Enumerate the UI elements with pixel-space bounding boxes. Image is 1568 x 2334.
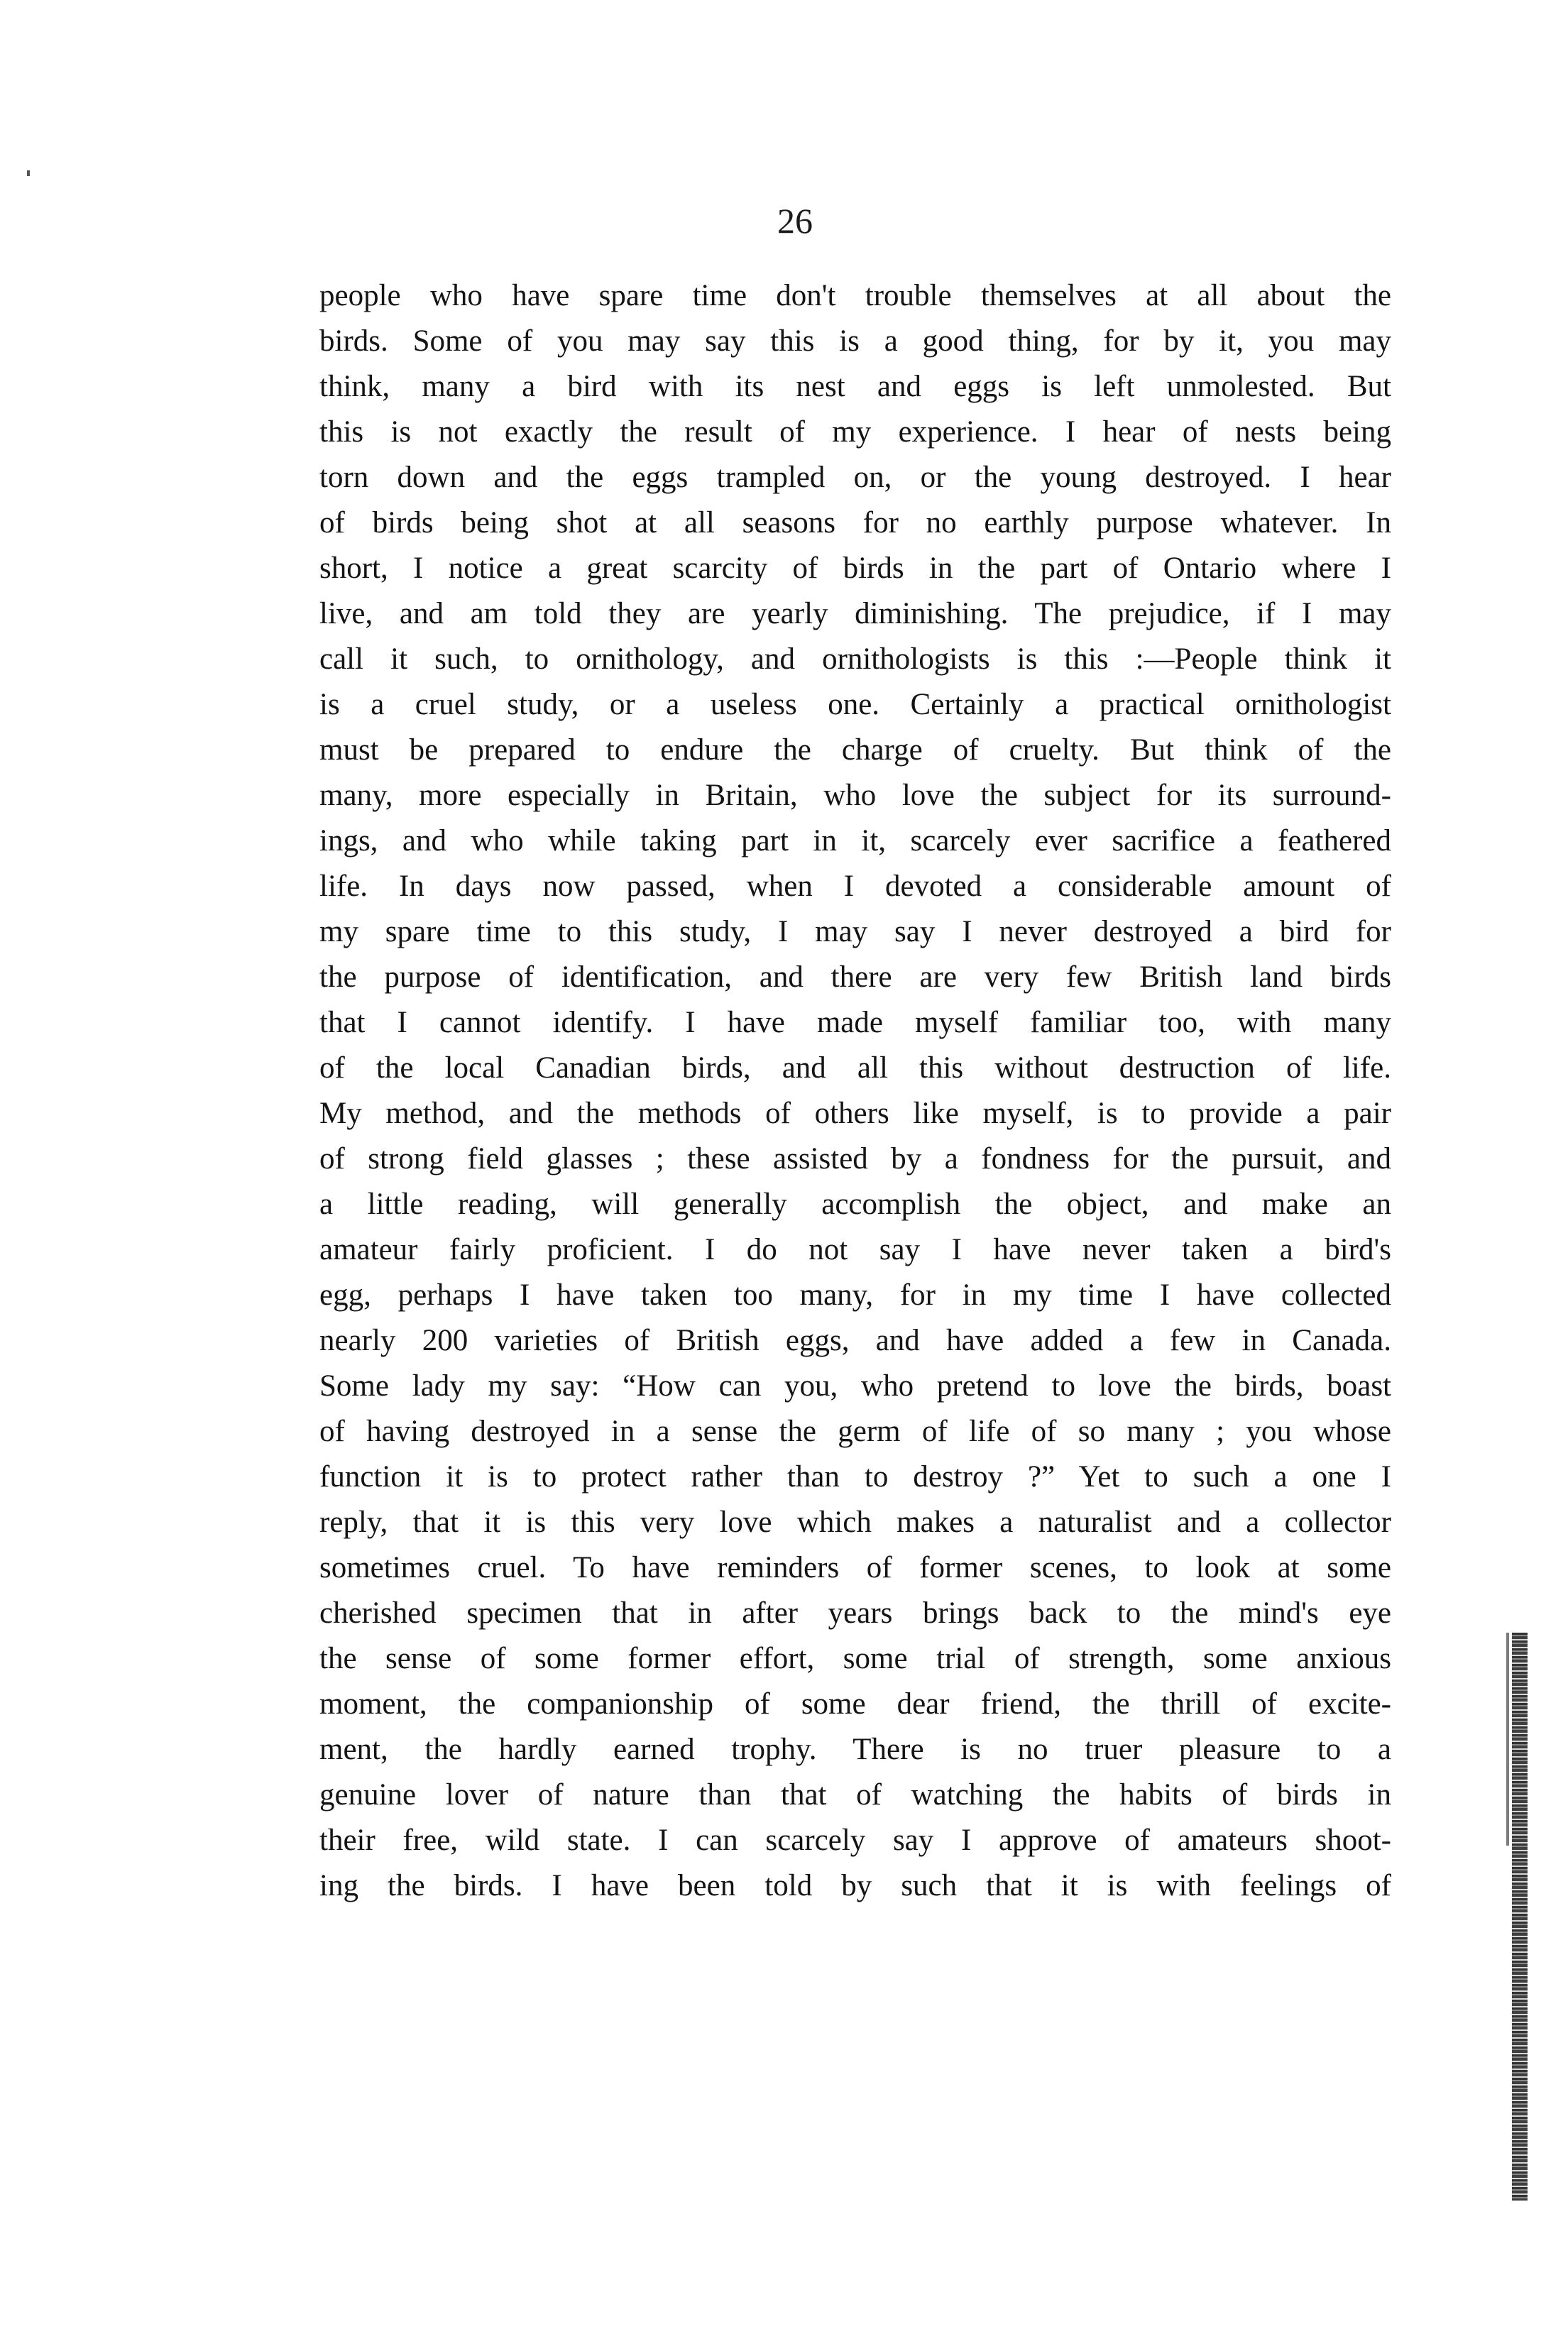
text-line: ings, and who while taking part in it, scarcely ever sacrifice a feathered xyxy=(319,824,1391,858)
text-line: the sense of some former effort, some trial of strength, some anxious xyxy=(319,1642,1391,1675)
text-line: of birds being shot at all seasons for no earthly purpose whatever. In xyxy=(319,506,1391,539)
binding-shadow-line xyxy=(1506,1633,1509,1846)
text-line: that I cannot identify. I have made myself familiar too, with many xyxy=(319,1006,1391,1039)
text-line: ment, the hardly earned trophy. There is no truer pleasure to a xyxy=(319,1733,1391,1766)
stray-ink-mark xyxy=(27,170,30,176)
text-line: of having destroyed in a sense the germ of life of so many ; you whose xyxy=(319,1415,1391,1448)
text-line: many, more especially in Britain, who love the subject for its surround- xyxy=(319,779,1391,812)
text-line: moment, the companionship of some dear friend, the thrill of excite- xyxy=(319,1687,1391,1721)
text-line: short, I notice a great scarcity of birds in the part of Ontario where I xyxy=(319,552,1391,585)
text-line: is a cruel study, or a useless one. Certainly a practical ornithologist xyxy=(319,688,1391,721)
text-line: of the local Canadian birds, and all this without destruction of life. xyxy=(319,1051,1391,1085)
text-line: my spare time to this study, I may say I never destroyed a bird for xyxy=(319,915,1391,948)
text-line: nearly 200 varieties of British eggs, and have added a few in Canada. xyxy=(319,1324,1391,1357)
text-line: torn down and the eggs trampled on, or the young destroyed. I hear xyxy=(319,461,1391,494)
text-line: birds. Some of you may say this is a good thing, for by it, you may xyxy=(319,324,1391,358)
text-line: live, and am told they are yearly diminishing. The prejudice, if I may xyxy=(319,597,1391,630)
text-line: function it is to protect rather than to destroy ?” Yet to such a one I xyxy=(319,1460,1391,1494)
text-line: a little reading, will generally accomplish the object, and make an xyxy=(319,1188,1391,1221)
text-line: this is not exactly the result of my experience. I hear of nests being xyxy=(319,415,1391,449)
text-line: genuine lover of nature than that of watching the habits of birds in xyxy=(319,1778,1391,1812)
text-line: must be prepared to endure the charge of cruelty. But think of the xyxy=(319,733,1391,767)
text-line: reply, that it is this very love which makes a naturalist and a collector xyxy=(319,1506,1391,1539)
text-line: people who have spare time don't trouble themselves at all about the xyxy=(319,279,1391,312)
text-line: the purpose of identification, and there are very few British land birds xyxy=(319,960,1391,994)
page-binding-edge xyxy=(1512,1633,1528,2201)
text-line: Some lady my say: “How can you, who pretend to love the birds, boast xyxy=(319,1369,1391,1403)
text-line: egg, perhaps I have taken too many, for in my time I have collected xyxy=(319,1278,1391,1312)
text-line: their free, wild state. I can scarcely say I approve of amateurs shoot- xyxy=(319,1824,1391,1857)
body-text xyxy=(319,273,1391,1909)
text-line: of strong field glasses ; these assisted by a fondness for the pursuit, and xyxy=(319,1142,1391,1176)
text-line: amateur fairly proficient. I do not say I have never taken a bird's xyxy=(319,1233,1391,1266)
text-line: life. In days now passed, when I devoted a considerable amount of xyxy=(319,870,1391,903)
text-line: call it such, to ornithology, and ornithologists is this :—People think it xyxy=(319,642,1391,676)
page-number: 26 xyxy=(777,201,813,241)
text-line: think, many a bird with its nest and eggs is left unmolested. But xyxy=(319,370,1391,403)
text-line: cherished specimen that in after years brings back to the mind's eye xyxy=(319,1596,1391,1630)
text-line: sometimes cruel. To have reminders of former scenes, to look at some xyxy=(319,1551,1391,1584)
text-line: My method, and the methods of others like myself, is to provide a pair xyxy=(319,1097,1391,1130)
text-line: ing the birds. I have been told by such that it is with feelings of xyxy=(319,1869,1391,1902)
